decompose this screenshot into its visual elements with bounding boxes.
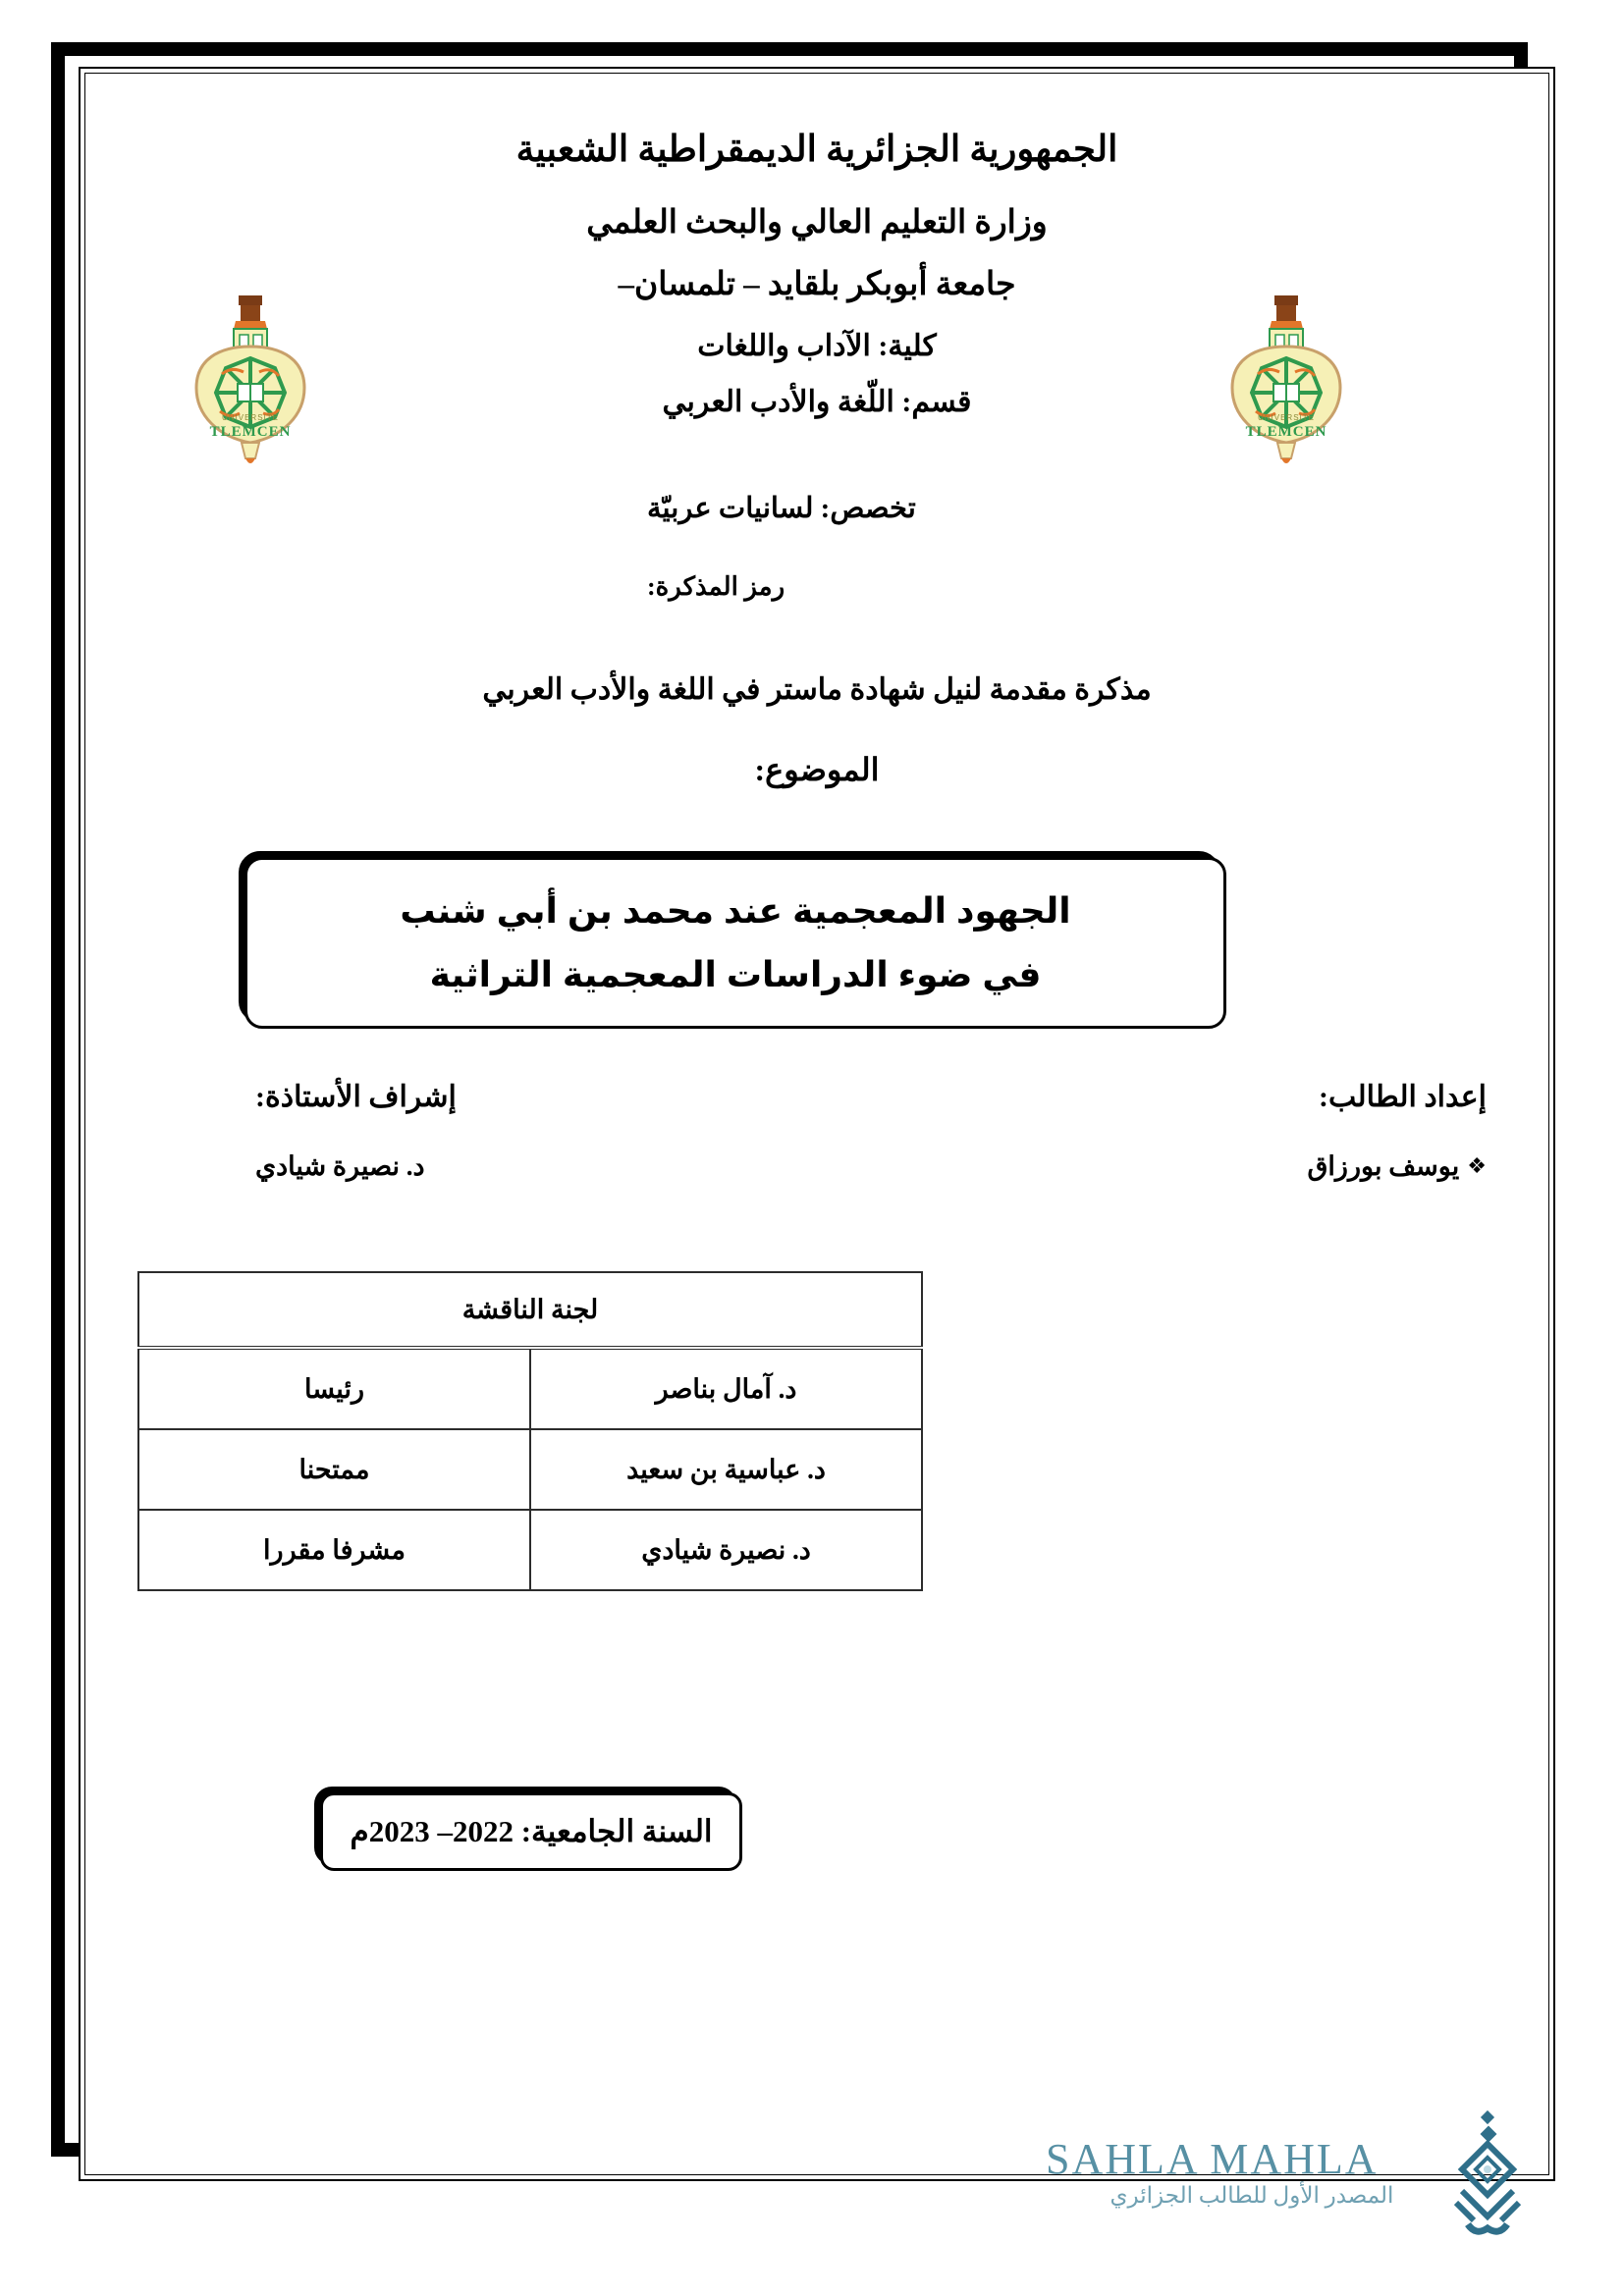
- svg-text:UNIVERSITE: UNIVERSITE: [221, 413, 280, 422]
- watermark-brand: SAHLA MAHLA: [1046, 2135, 1379, 2183]
- diamond-bullet-icon: ❖: [1467, 1154, 1487, 1179]
- supervisor-column: [255, 1080, 727, 1182]
- svg-text:UNIVERSITE: UNIVERSITE: [1257, 413, 1316, 422]
- thesis-meta: [647, 491, 1452, 602]
- table-header-row: [138, 1272, 922, 1348]
- supervisor-name: د. نصيرة شيادي: [255, 1151, 425, 1181]
- committee-heading: لجنة الناقشة: [138, 1272, 922, 1348]
- institution-header: [93, 123, 1541, 424]
- university-line: جامعة أبوبكر بلقايد – تلمسان–: [618, 267, 1016, 302]
- subject-label: الموضوع:: [754, 752, 880, 787]
- jury-committee-table: [137, 1271, 923, 1591]
- thesis-title-line-2: في ضوء الدراسات المعجمية التراثية: [429, 953, 1042, 994]
- student-label: إعداد الطالب:: [1319, 1081, 1487, 1113]
- member-role: ممتحنا: [138, 1429, 530, 1510]
- table-row: [138, 1429, 922, 1510]
- republic-line: الجمهورية الجزائرية الديمقراطية الشعبية: [515, 130, 1118, 170]
- watermark-tagline: المصدر الأول للطالب الجزائري: [1110, 2183, 1394, 2208]
- academic-year-box: السنة الجامعية: 2022– 2023م: [320, 1792, 742, 1871]
- submission-note: مذكرة مقدمة لنيل شهادة ماستر في اللغة والأدب العربي: [482, 673, 1152, 706]
- svg-text:TLEMCEN: TLEMCEN: [209, 424, 292, 440]
- member-name: د. آمال بناصر: [530, 1348, 922, 1429]
- sahla-mahla-watermark: [1036, 2101, 1566, 2258]
- memo-code-line: رمز المذكرة:: [647, 572, 785, 601]
- authors-section: [93, 1080, 1541, 1198]
- department-line: قسم: اللّغة والأدب العربي: [662, 385, 972, 418]
- page-content: [93, 83, 1541, 2164]
- ministry-line: وزارة التعليم العالي والبحث العلمي: [586, 204, 1048, 240]
- student-name: يوسف بورزاق: [1307, 1151, 1460, 1181]
- berber-diamond-icon: [1429, 2109, 1546, 2246]
- thesis-title-box: [244, 857, 1226, 1029]
- thesis-title-line-1: الجهود المعجمية عند محمد بن أبي شنب: [400, 889, 1071, 931]
- supervisor-label: إشراف الأستاذة:: [255, 1081, 457, 1113]
- specialization-line: تخصص: لسانيات عربيّة: [647, 493, 916, 524]
- table-row: [138, 1348, 922, 1429]
- student-name-row: [1015, 1151, 1487, 1182]
- member-name: د. نصيرة شيادي: [530, 1510, 922, 1590]
- faculty-line: كلية: الآداب واللغات: [697, 329, 937, 362]
- table-row: [138, 1510, 922, 1590]
- student-column: [1015, 1080, 1487, 1182]
- member-role: مشرفا مقررا: [138, 1510, 530, 1590]
- svg-text:TLEMCEN: TLEMCEN: [1245, 424, 1327, 440]
- member-name: د. عباسية بن سعيد: [530, 1429, 922, 1510]
- member-role: رئيسا: [138, 1348, 530, 1429]
